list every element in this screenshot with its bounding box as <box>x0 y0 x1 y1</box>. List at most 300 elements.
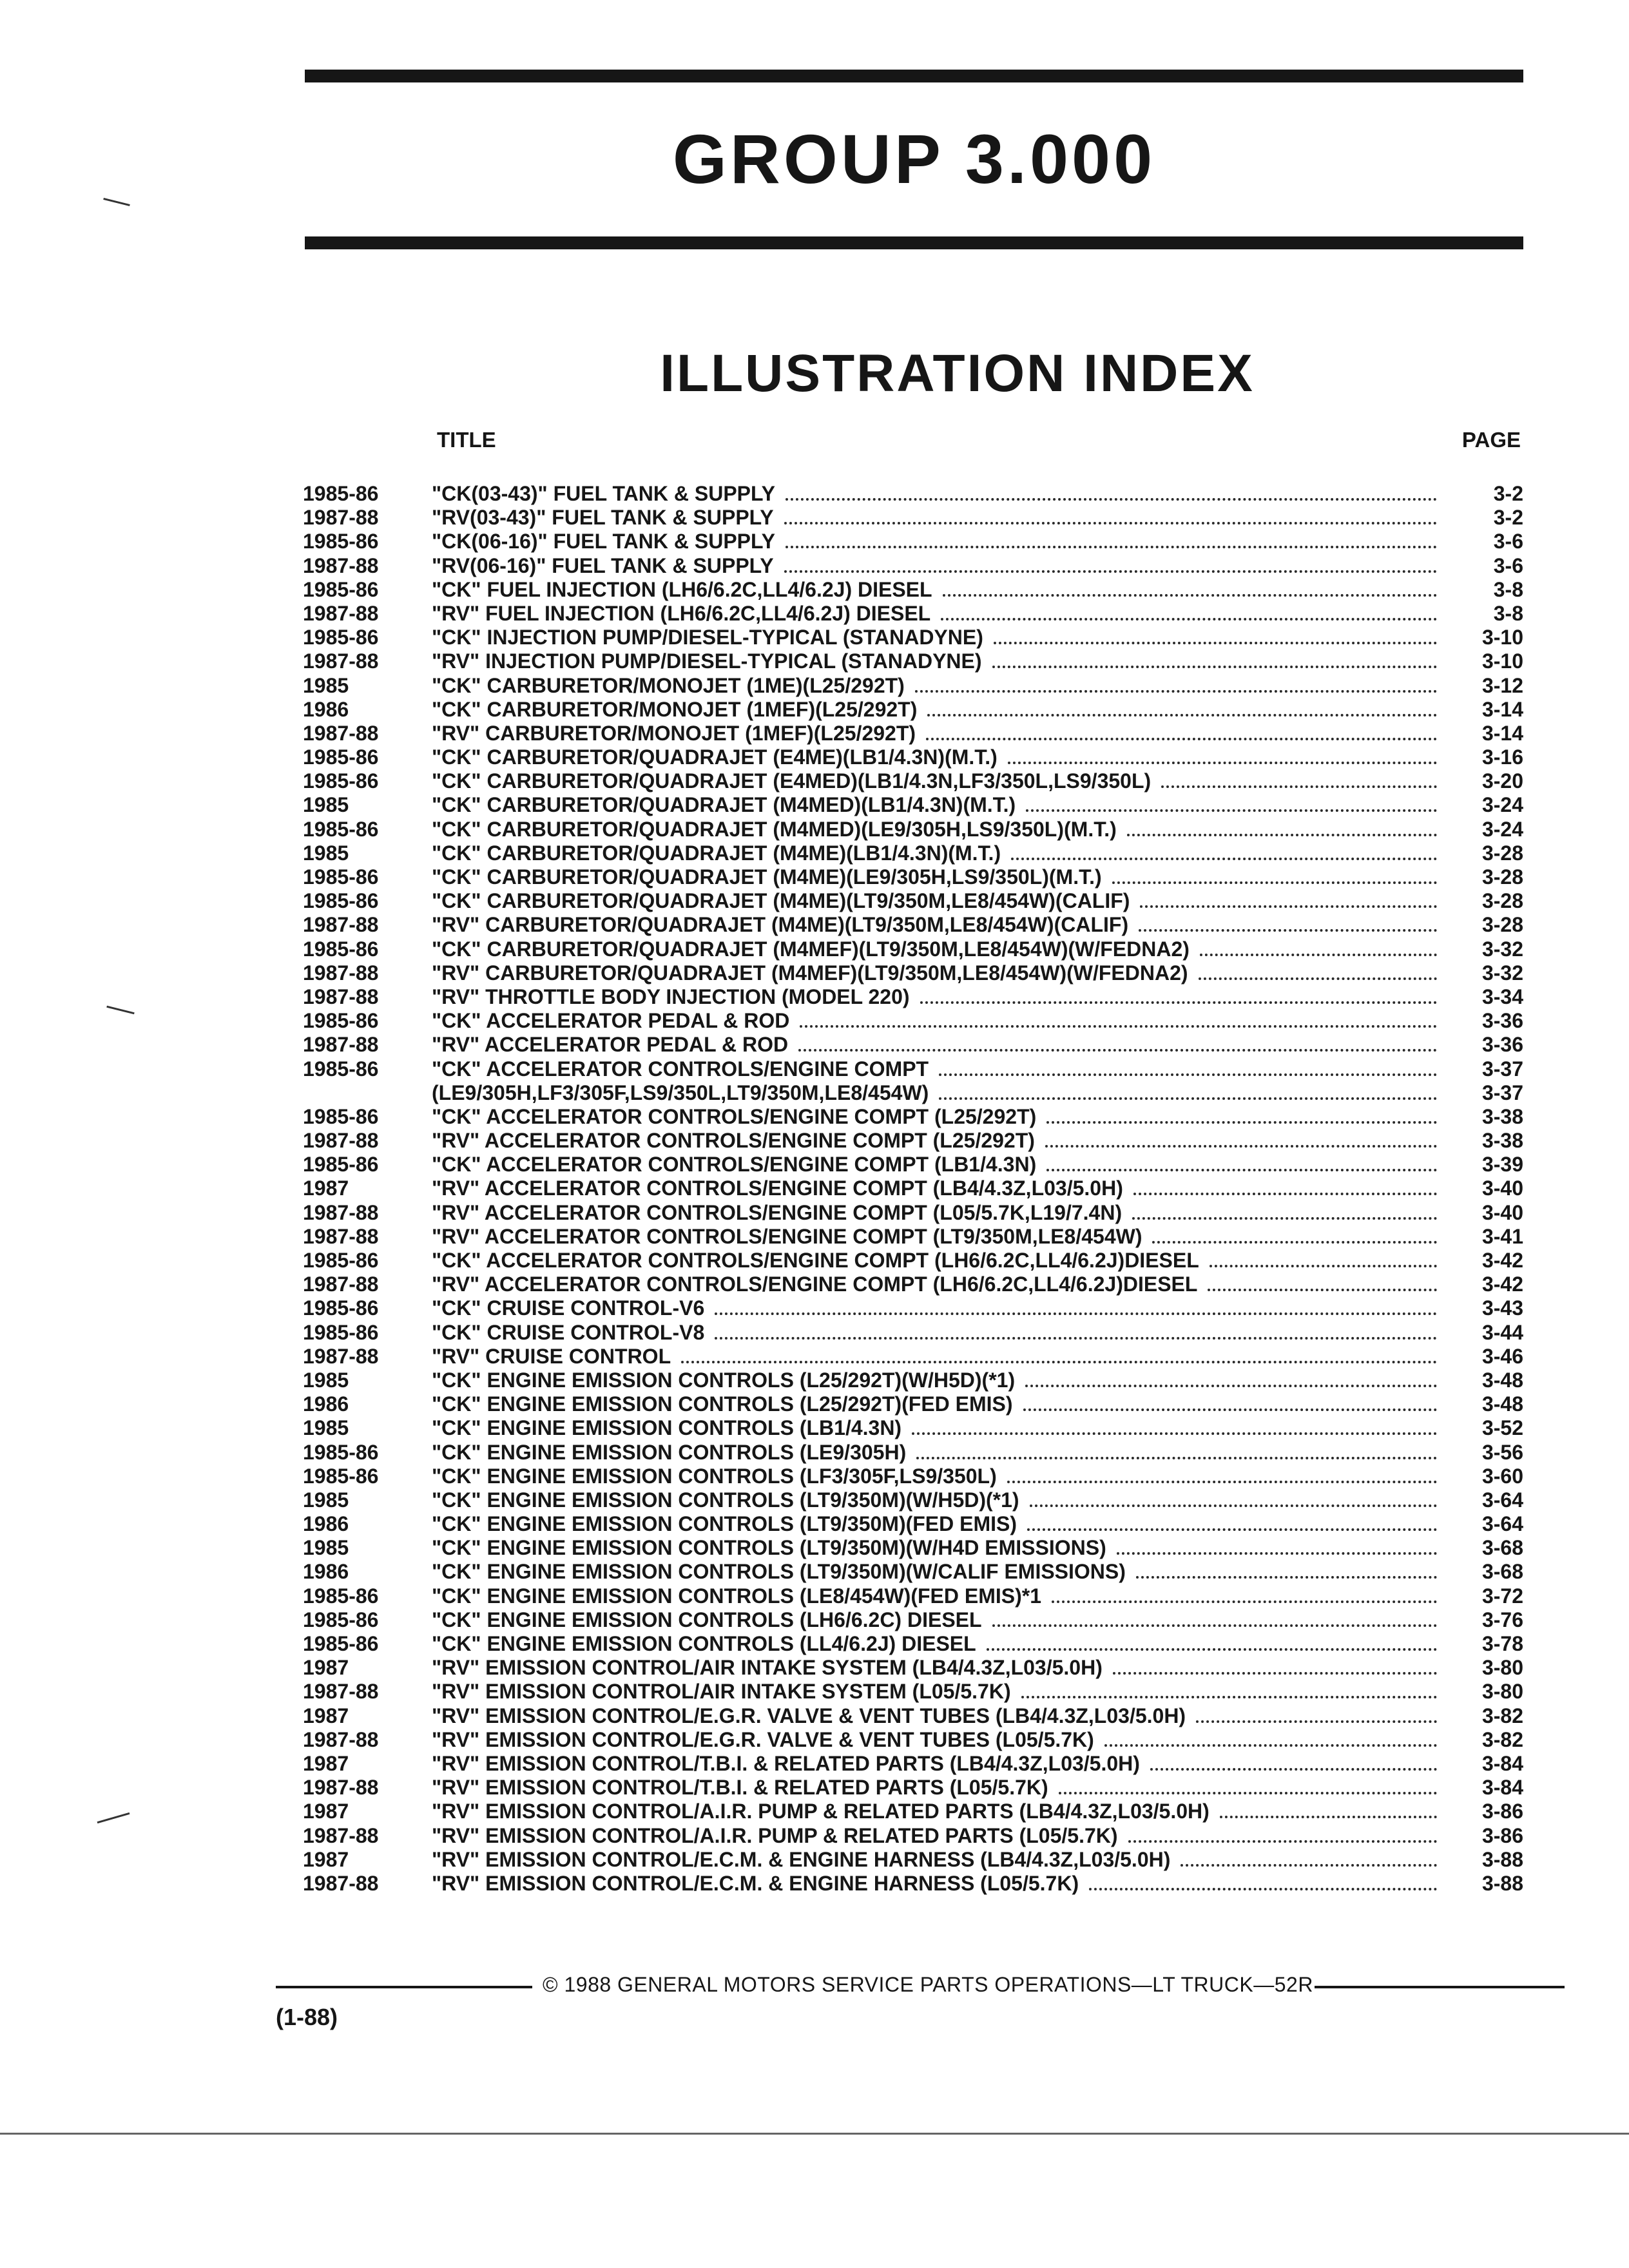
entry-page: 3-48 <box>1481 1392 1523 1416</box>
entry-title: "RV" EMISSION CONTROL/E.G.R. VALVE & VENT TUBES (L05/5.7K) <box>432 1727 1094 1751</box>
dot-leader <box>994 642 1437 644</box>
entry-title-cell <box>432 1201 1440 1225</box>
index-entry <box>303 698 1523 722</box>
dot-leader <box>1117 1552 1437 1555</box>
index-entry <box>303 1800 1523 1823</box>
dot-leader <box>1128 1840 1437 1843</box>
entry-page: 3-68 <box>1481 1560 1523 1584</box>
entry-page: 3-2 <box>1493 482 1523 505</box>
index-entry <box>303 1416 1523 1440</box>
index-entry <box>303 1465 1523 1488</box>
entry-title-cell <box>432 1872 1440 1896</box>
dot-leader <box>681 1361 1437 1363</box>
entry-year: 1985 <box>303 841 349 865</box>
entry-page: 3-78 <box>1481 1632 1523 1655</box>
dot-leader <box>1150 1768 1437 1771</box>
index-entry <box>303 865 1523 889</box>
entry-page: 3-76 <box>1481 1608 1523 1631</box>
entry-title-cell <box>432 1584 1440 1609</box>
dot-leader <box>920 1001 1437 1004</box>
entry-title-cell <box>432 745 1440 770</box>
index-title: ILLUSTRATION INDEX <box>660 344 1255 403</box>
index-entry <box>303 1704 1523 1728</box>
index-entry <box>303 1296 1523 1320</box>
entry-title: "RV" ACCELERATOR CONTROLS/ENGINE COMPT (L05/5.7K,L19/7.4N) <box>432 1200 1123 1224</box>
entry-title-cell <box>432 1225 1440 1249</box>
dot-leader <box>1181 1864 1437 1867</box>
entry-title-cell <box>432 1369 1440 1393</box>
entry-title: "CK" ACCELERATOR CONTROLS/ENGINE COMPT <box>432 1057 929 1081</box>
index-entry <box>303 985 1523 1009</box>
dot-leader <box>1210 1265 1437 1267</box>
entry-page: 3-36 <box>1481 1009 1523 1033</box>
dot-leader <box>798 1049 1437 1052</box>
entry-title: "CK" ACCELERATOR CONTROLS/ENGINE COMPT (LH6/6.2C,LL4/6.2J)DIESEL <box>432 1249 1199 1272</box>
dot-leader <box>1199 977 1437 980</box>
entry-title-cell <box>432 1776 1440 1800</box>
entry-page: 3-88 <box>1481 1871 1523 1895</box>
index-entry <box>303 1441 1523 1465</box>
dot-leader <box>784 522 1437 524</box>
index-entry <box>303 769 1523 793</box>
entry-year: 1987 <box>303 1704 349 1727</box>
index-entry <box>303 1081 1523 1105</box>
entry-page: 3-80 <box>1481 1656 1523 1680</box>
entry-page: 3-41 <box>1481 1224 1523 1248</box>
index-entry <box>303 961 1523 985</box>
entry-year: 1985-86 <box>303 1296 379 1320</box>
entry-title: "CK" FUEL INJECTION (LH6/6.2C,LL4/6.2J) DIESEL <box>432 577 932 601</box>
entry-title-cell <box>432 1129 1440 1153</box>
dot-leader <box>987 1648 1437 1651</box>
entry-title-cell <box>432 793 1440 818</box>
entry-year: 1985 <box>303 1488 349 1512</box>
entry-title-cell <box>432 1488 1440 1513</box>
entry-year: 1986 <box>303 1392 349 1416</box>
entry-title-cell <box>432 602 1440 626</box>
index-entry <box>303 1392 1523 1416</box>
index-entry <box>303 1560 1523 1584</box>
index-entry <box>303 1225 1523 1249</box>
dot-leader <box>1059 1792 1437 1794</box>
entry-year: 1987 <box>303 1177 349 1200</box>
entry-year: 1985-86 <box>303 1320 379 1344</box>
entry-title: "RV" EMISSION CONTROL/A.I.R. PUMP & RELATED PARTS (L05/5.7K) <box>432 1823 1118 1847</box>
entry-title-cell <box>432 1177 1440 1201</box>
entry-year: 1985-86 <box>303 1104 379 1128</box>
entry-page: 3-14 <box>1481 697 1523 721</box>
index-entry <box>303 1584 1523 1608</box>
entry-title: "RV" ACCELERATOR CONTROLS/ENGINE COMPT (LH6/6.2C,LL4/6.2J)DIESEL <box>432 1273 1198 1296</box>
entry-title: "CK" ENGINE EMISSION CONTROLS (LB1/4.3N) <box>432 1416 902 1440</box>
dot-leader <box>939 1097 1437 1100</box>
index-entry <box>303 1033 1523 1057</box>
entry-page: 3-64 <box>1481 1512 1523 1536</box>
entry-title-cell <box>432 649 1440 674</box>
entry-title: (LE9/305H,LF3/305F,LS9/350L,LT9/350M,LE8/454W) <box>432 1081 929 1104</box>
entry-title-cell <box>432 1296 1440 1321</box>
dot-leader <box>926 738 1437 740</box>
entry-title: "CK" CARBURETOR/QUADRAJET (M4MEF)(LT9/350M,LE8/454W)(W/FEDNA2) <box>432 937 1190 961</box>
entry-year: 1987-88 <box>303 1273 379 1296</box>
entry-title-cell <box>432 578 1440 602</box>
entry-page: 3-46 <box>1481 1344 1523 1368</box>
entry-title-cell <box>432 1416 1440 1441</box>
entry-title: "RV" CARBURETOR/QUADRAJET (M4MEF)(LT9/350M,LE8/454W)(W/FEDNA2) <box>432 961 1188 985</box>
entry-title-cell <box>432 1465 1440 1489</box>
entry-title-cell <box>432 1512 1440 1537</box>
entry-title: "RV" EMISSION CONTROL/A.I.R. PUMP & RELATED PARTS (LB4/4.3Z,L03/5.0H) <box>432 1800 1210 1823</box>
entry-year: 1987-88 <box>303 985 379 1008</box>
entry-year: 1987-88 <box>303 1224 379 1248</box>
entry-title: "CK" ENGINE EMISSION CONTROLS (L25/292T)(W/H5D)(*1) <box>432 1368 1016 1392</box>
dot-leader <box>943 594 1437 597</box>
dot-leader <box>1007 1481 1437 1483</box>
entry-year: 1987-88 <box>303 1776 379 1800</box>
footer-rule-left <box>276 1986 532 1988</box>
dot-leader <box>1046 1169 1437 1171</box>
dot-leader <box>1133 1193 1437 1195</box>
footer-rule-right <box>1315 1986 1565 1988</box>
dot-leader <box>1152 1241 1437 1244</box>
entry-year: 1987-88 <box>303 913 379 937</box>
entry-year: 1985-86 <box>303 482 379 505</box>
entry-year: 1985-86 <box>303 626 379 649</box>
index-entry <box>303 506 1523 530</box>
index-entry <box>303 913 1523 937</box>
dot-leader <box>1161 785 1437 788</box>
entry-year: 1987-88 <box>303 721 379 745</box>
entry-title-cell <box>432 506 1440 530</box>
entry-title-cell <box>432 913 1440 937</box>
entry-year: 1985 <box>303 1536 349 1560</box>
entry-title: "CK" CARBURETOR/QUADRAJET (M4MED)(LE9/305H,LS9/350L)(M.T.) <box>432 817 1117 841</box>
entry-year: 1987 <box>303 1751 349 1775</box>
entry-page: 3-40 <box>1481 1200 1523 1224</box>
entry-title: "RV" EMISSION CONTROL/E.G.R. VALVE & VENT TUBES (LB4/4.3Z,L03/5.0H) <box>432 1704 1186 1727</box>
dot-leader <box>992 666 1437 668</box>
entry-year: 1987-88 <box>303 506 379 530</box>
entry-page: 3-20 <box>1481 769 1523 793</box>
entry-page: 3-24 <box>1481 817 1523 841</box>
entry-page: 3-12 <box>1481 673 1523 697</box>
entry-title: "CK" CARBURETOR/MONOJET (1MEF)(L25/292T) <box>432 697 918 721</box>
entry-title: "CK" CARBURETOR/QUADRAJET (E4MED)(LB1/4.3N,LF3/350L,LS9/350L) <box>432 769 1152 793</box>
entry-title: "CK(03-43)" FUEL TANK & SUPPLY <box>432 482 775 505</box>
entry-page: 3-10 <box>1481 649 1523 673</box>
entry-title-cell <box>432 1848 1440 1872</box>
entry-title-cell <box>432 1632 1440 1657</box>
index-entry <box>303 1488 1523 1512</box>
entry-page: 3-82 <box>1481 1727 1523 1751</box>
index-entry <box>303 1009 1523 1033</box>
entry-page: 3-40 <box>1481 1177 1523 1200</box>
dot-leader <box>1112 881 1437 884</box>
entry-page: 3-37 <box>1481 1057 1523 1081</box>
entry-title: "RV" EMISSION CONTROL/T.B.I. & RELATED PARTS (L05/5.7K) <box>432 1776 1048 1800</box>
entry-page: 3-72 <box>1481 1584 1523 1608</box>
entry-title-cell <box>432 1560 1440 1584</box>
entry-title: "CK" ENGINE EMISSION CONTROLS (LT9/350M)(FED EMIS) <box>432 1512 1017 1536</box>
entry-page: 3-6 <box>1493 530 1523 553</box>
entry-page: 3-64 <box>1481 1488 1523 1512</box>
index-entry <box>303 1848 1523 1872</box>
index-entry <box>303 1057 1523 1081</box>
entry-year: 1987 <box>303 1656 349 1680</box>
dot-leader <box>1027 1528 1437 1531</box>
index-entry <box>303 1321 1523 1345</box>
entry-title-cell <box>432 626 1440 650</box>
index-entry <box>303 1153 1523 1177</box>
dot-leader <box>784 570 1437 573</box>
entry-title: "RV" INJECTION PUMP/DIESEL-TYPICAL (STANADYNE) <box>432 649 982 673</box>
illustration-index-list <box>303 482 1523 1896</box>
entry-year: 1985-86 <box>303 889 379 913</box>
entry-page: 3-8 <box>1493 577 1523 601</box>
entry-title-cell <box>432 1536 1440 1561</box>
entry-year: 1985-86 <box>303 769 379 793</box>
dot-leader <box>941 618 1437 620</box>
index-entry <box>303 530 1523 553</box>
dot-leader <box>1208 1289 1437 1291</box>
index-entry <box>303 1728 1523 1752</box>
entry-title-cell <box>432 1081 1440 1106</box>
revision-code: (1-88) <box>276 2004 338 2030</box>
top-rule <box>305 70 1523 82</box>
entry-title: "CK" CARBURETOR/QUADRAJET (M4ME)(LT9/350M,LE8/454W)(CALIF) <box>432 889 1130 913</box>
entry-year: 1986 <box>303 1560 349 1584</box>
entry-title: "RV" CARBURETOR/MONOJET (1MEF)(L25/292T) <box>432 721 916 745</box>
entry-page: 3-8 <box>1493 601 1523 625</box>
index-entry <box>303 889 1523 913</box>
entry-year: 1985 <box>303 1368 349 1392</box>
entry-year: 1987-88 <box>303 1033 379 1057</box>
index-entry <box>303 1201 1523 1225</box>
entry-title: "RV" EMISSION CONTROL/AIR INTAKE SYSTEM (LB4/4.3Z,L03/5.0H) <box>432 1656 1103 1680</box>
entry-page: 3-32 <box>1481 937 1523 961</box>
entry-title-cell <box>432 1752 1440 1776</box>
dot-leader <box>1196 1720 1437 1723</box>
entry-year: 1987-88 <box>303 961 379 985</box>
entry-title-cell <box>432 1273 1440 1297</box>
entry-title-cell <box>432 818 1440 842</box>
dot-leader <box>1140 905 1437 908</box>
entry-title-cell <box>432 1105 1440 1129</box>
entry-title: "CK" ENGINE EMISSION CONTROLS (LT9/350M)(W/CALIF EMISSIONS) <box>432 1560 1126 1584</box>
copyright-notice: © 1988 GENERAL MOTORS SERVICE PARTS OPERATIONS—LT TRUCK—52R <box>543 1973 1313 1996</box>
entry-title-cell <box>432 554 1440 579</box>
entry-title-cell <box>432 1608 1440 1633</box>
page-edge-line <box>0 2133 1629 2135</box>
entry-title-cell <box>432 674 1440 698</box>
index-entry <box>303 841 1523 865</box>
dot-leader <box>786 546 1437 548</box>
entry-year: 1987-88 <box>303 553 379 577</box>
index-entry <box>303 1273 1523 1296</box>
entry-title-cell <box>432 865 1440 890</box>
entry-page: 3-38 <box>1481 1104 1523 1128</box>
index-entry <box>303 818 1523 841</box>
entry-title-cell <box>432 1680 1440 1704</box>
dot-leader <box>1030 1504 1437 1507</box>
entry-title-cell <box>432 1704 1440 1729</box>
entry-year: 1985-86 <box>303 1608 379 1631</box>
entry-year: 1986 <box>303 697 349 721</box>
entry-year: 1987-88 <box>303 1823 379 1847</box>
dot-leader <box>915 690 1437 693</box>
entry-title: "CK" CARBURETOR/QUADRAJET (M4ME)(LE9/305H,LS9/350L)(M.T.) <box>432 865 1102 889</box>
entry-title-cell <box>432 1800 1440 1824</box>
entry-title-cell <box>432 841 1440 866</box>
dot-leader <box>1127 834 1437 836</box>
dot-leader <box>992 1624 1437 1627</box>
index-entry <box>303 674 1523 698</box>
entry-page: 3-28 <box>1481 889 1523 913</box>
dot-leader <box>1021 1696 1437 1698</box>
index-entry <box>303 649 1523 673</box>
index-entry <box>303 1872 1523 1896</box>
entry-page: 3-86 <box>1481 1823 1523 1847</box>
entry-year: 1985-86 <box>303 1249 379 1272</box>
entry-page: 3-68 <box>1481 1536 1523 1560</box>
entry-title: "RV(03-43)" FUEL TANK & SUPPLY <box>432 506 774 530</box>
entry-title-cell <box>432 1033 1440 1057</box>
entry-title: "RV" ACCELERATOR CONTROLS/ENGINE COMPT (LB4/4.3Z,L03/5.0H) <box>432 1177 1123 1200</box>
dot-leader <box>715 1337 1437 1340</box>
dot-leader <box>916 1457 1437 1459</box>
entry-title: "CK" ENGINE EMISSION CONTROLS (LH6/6.2C) DIESEL <box>432 1608 982 1631</box>
entry-title: "CK" ENGINE EMISSION CONTROLS (L25/292T)(FED EMIS) <box>432 1392 1013 1416</box>
entry-title-cell <box>432 889 1440 914</box>
entry-title: "RV" EMISSION CONTROL/T.B.I. & RELATED PARTS (LB4/4.3Z,L03/5.0H) <box>432 1751 1140 1775</box>
entry-page: 3-82 <box>1481 1704 1523 1727</box>
entry-page: 3-34 <box>1481 985 1523 1008</box>
entry-title-cell <box>432 1057 1440 1082</box>
index-entry <box>303 554 1523 578</box>
entry-title: "CK" CARBURETOR/QUADRAJET (M4MED)(LB1/4.3N)(M.T.) <box>432 793 1016 817</box>
dot-leader <box>715 1312 1437 1315</box>
dot-leader <box>1136 1576 1437 1579</box>
index-entry <box>303 1632 1523 1656</box>
entry-title: "CK" CARBURETOR/MONOJET (1ME)(L25/292T) <box>432 673 905 697</box>
entry-title-cell <box>432 1824 1440 1849</box>
dot-leader <box>1026 809 1437 812</box>
dot-leader <box>1046 1121 1437 1124</box>
entry-year: 1987-88 <box>303 1727 379 1751</box>
entry-year: 1987-88 <box>303 601 379 625</box>
dot-leader <box>800 1025 1437 1028</box>
entry-title: "CK" ENGINE EMISSION CONTROLS (LE9/305H) <box>432 1440 907 1464</box>
entry-title: "CK" ACCELERATOR CONTROLS/ENGINE COMPT (LB1/4.3N) <box>432 1153 1037 1177</box>
entry-page: 3-28 <box>1481 913 1523 937</box>
entry-title-cell <box>432 530 1440 554</box>
entry-page: 3-39 <box>1481 1153 1523 1177</box>
entry-title: "RV" ACCELERATOR PEDAL & ROD <box>432 1033 789 1057</box>
entry-year: 1985-86 <box>303 1440 379 1464</box>
entry-page: 3-14 <box>1481 721 1523 745</box>
entry-year: 1985 <box>303 673 349 697</box>
entry-page: 3-88 <box>1481 1847 1523 1871</box>
entry-title-cell <box>432 1321 1440 1345</box>
entry-page: 3-28 <box>1481 865 1523 889</box>
index-entry <box>303 937 1523 961</box>
entry-title: "RV" ACCELERATOR CONTROLS/ENGINE COMPT (LT9/350M,LE8/454W) <box>432 1224 1142 1248</box>
entry-year: 1987-88 <box>303 1871 379 1895</box>
entry-title: "RV(06-16)" FUEL TANK & SUPPLY <box>432 553 774 577</box>
entry-title: "RV" EMISSION CONTROL/E.C.M. & ENGINE HARNESS (L05/5.7K) <box>432 1871 1079 1895</box>
group-title: GROUP 3.000 <box>672 120 1156 198</box>
index-entry <box>303 602 1523 626</box>
index-entry <box>303 1512 1523 1536</box>
entry-page: 3-43 <box>1481 1296 1523 1320</box>
entry-title-cell <box>432 1153 1440 1177</box>
entry-title: "RV" EMISSION CONTROL/AIR INTAKE SYSTEM (L05/5.7K) <box>432 1680 1011 1704</box>
dot-leader <box>1139 929 1437 932</box>
entry-year: 1986 <box>303 1512 349 1536</box>
entry-title-cell <box>432 722 1440 746</box>
entry-page: 3-6 <box>1493 553 1523 577</box>
entry-title: "RV" EMISSION CONTROL/E.C.M. & ENGINE HARNESS (LB4/4.3Z,L03/5.0H) <box>432 1847 1171 1871</box>
entry-page: 3-80 <box>1481 1680 1523 1704</box>
entry-year: 1985 <box>303 793 349 817</box>
entry-page: 3-84 <box>1481 1751 1523 1775</box>
entry-year: 1985-86 <box>303 1009 379 1033</box>
binder-mark <box>106 1006 134 1015</box>
index-entry <box>303 626 1523 649</box>
entry-year: 1987-88 <box>303 1129 379 1153</box>
entry-page: 3-48 <box>1481 1368 1523 1392</box>
entry-title: "RV" CARBURETOR/QUADRAJET (M4ME)(LT9/350M,LE8/454W)(CALIF) <box>432 913 1129 937</box>
entry-title: "CK" CARBURETOR/QUADRAJET (E4ME)(LB1/4.3N)(M.T.) <box>432 745 998 769</box>
dot-leader <box>912 1432 1437 1435</box>
index-entry <box>303 793 1523 817</box>
entry-title: "RV" FUEL INJECTION (LH6/6.2C,LL4/6.2J) DIESEL <box>432 601 931 625</box>
entry-page: 3-24 <box>1481 793 1523 817</box>
entry-title-cell <box>432 769 1440 794</box>
entry-year: 1987-88 <box>303 649 379 673</box>
dot-leader <box>1052 1600 1437 1603</box>
entry-year: 1985-86 <box>303 865 379 889</box>
entry-title: "CK" CARBURETOR/QUADRAJET (M4ME)(LB1/4.3N)(M.T.) <box>432 841 1001 865</box>
entry-page: 3-32 <box>1481 961 1523 985</box>
entry-year: 1985-86 <box>303 745 379 769</box>
index-entry <box>303 1129 1523 1153</box>
column-header-page: PAGE <box>1461 428 1521 452</box>
entry-page: 3-28 <box>1481 841 1523 865</box>
entry-title-cell <box>432 1345 1440 1369</box>
entry-title-cell <box>432 1656 1440 1680</box>
entry-page: 3-42 <box>1481 1249 1523 1272</box>
entry-title: "CK" ENGINE EMISSION CONTROLS (LE8/454W)(FED EMIS)*1 <box>432 1584 1041 1608</box>
entry-year: 1985-86 <box>303 1632 379 1655</box>
entry-page: 3-60 <box>1481 1464 1523 1488</box>
dot-leader <box>1220 1816 1437 1818</box>
index-entry <box>303 1776 1523 1800</box>
binder-mark <box>97 1812 130 1823</box>
entry-year: 1985-86 <box>303 1464 379 1488</box>
entry-page: 3-86 <box>1481 1800 1523 1823</box>
dot-leader <box>939 1073 1437 1076</box>
index-entry <box>303 1536 1523 1560</box>
entry-title-cell <box>432 985 1440 1010</box>
index-entry <box>303 578 1523 602</box>
entry-page: 3-37 <box>1481 1081 1523 1104</box>
index-entry <box>303 1752 1523 1776</box>
dot-leader <box>1045 1145 1437 1148</box>
index-entry <box>303 1680 1523 1704</box>
dot-leader <box>1025 1385 1437 1387</box>
entry-page: 3-84 <box>1481 1776 1523 1800</box>
